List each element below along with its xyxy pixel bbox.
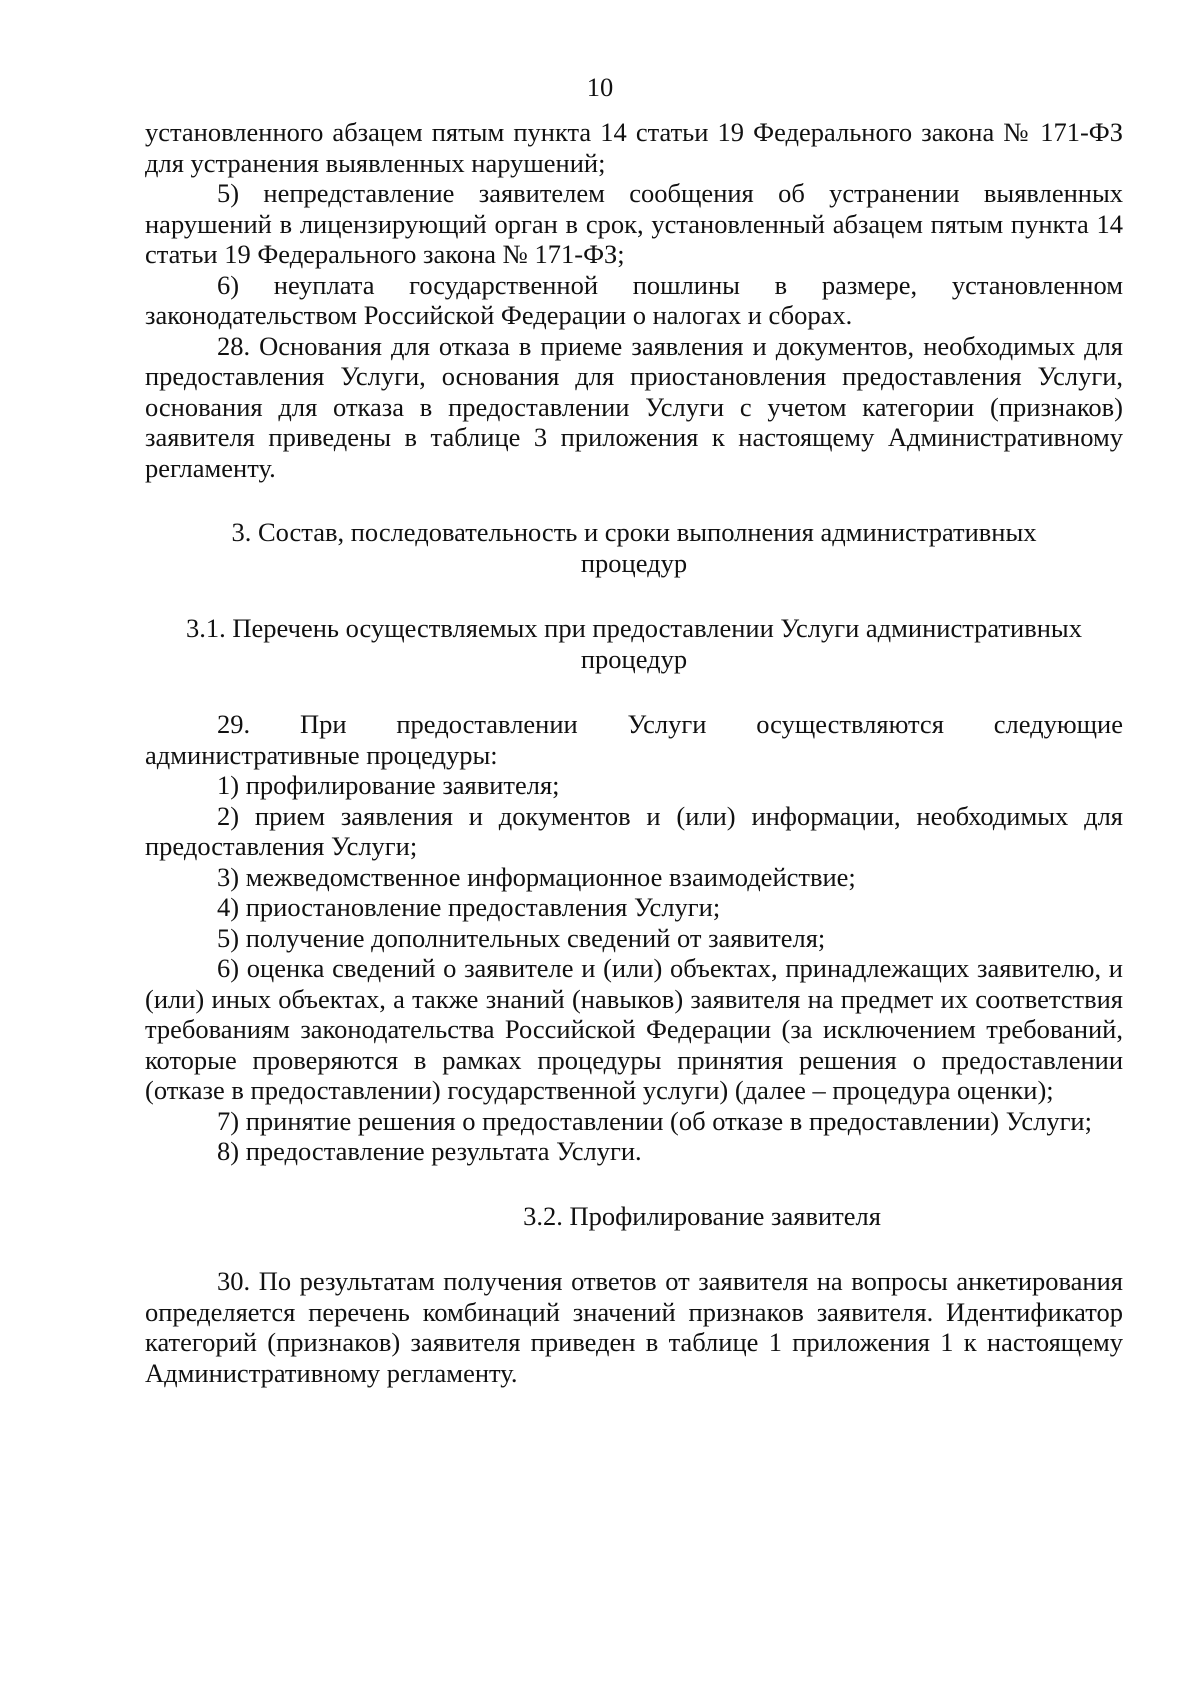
paragraph-30: 30. По результатам получения ответов от заявителя на вопросы анкетирования определяется перечень комбинаций значений признаков заявителя. Идентификатор категорий (признаков) заявителя приведен в таблице 1 приложения 1 к настоящему Административному регламенту.: [145, 1266, 1123, 1388]
paragraph-continuation: установленного абзацем пятым пункта 14 статьи 19 Федерального закона № 171-ФЗ для устранения выявленных нарушений;: [145, 117, 1123, 178]
procedure-item-4: 4) приостановление предоставления Услуги;: [217, 892, 721, 922]
procedure-item-5: 5) получение дополнительных сведений от заявителя;: [217, 922, 826, 953]
section-heading-3-1: 3.1. Перечень осуществляемых при предоставлении Услуги административных процедур: [186, 613, 1082, 674]
procedure-item-2: 2) прием заявления и документов и (или) информации, необходимых для предоставления Услуги;: [145, 800, 1123, 861]
list-item-6-nonpayment: 6) неуплата государственной пошлины в размере, установленном законодательством Российской Федерации о налогах и сборах.: [145, 269, 1123, 330]
procedure-item-1: 1) профилирование заявителя;: [217, 770, 560, 800]
procedure-item-3: 3) межведомственное информационное взаимодействие;: [217, 861, 856, 892]
page-number: 10: [586, 72, 614, 102]
paragraph-28: 28. Основания для отказа в приеме заявления и документов, необходимых для предоставления Услуги, основания для приостановления предоставления Услуги, основания для отказа в предоставлении Услуги с учетом категории (признаков) заявителя приведены в таблице 3 приложения к настоящему Административному регламенту.: [145, 330, 1123, 483]
procedure-item-8: 8) предоставление результата Услуги.: [217, 1136, 642, 1166]
section-heading-3-2: 3.2. Профилирование заявителя: [523, 1200, 881, 1231]
list-item-5-nonsubmission: 5) непредставление заявителем сообщения об устранении выявленных нарушений в лицензирующий орган в срок, установленный абзацем пятым пункта 14 статьи 19 Федерального закона № 171-ФЗ;: [145, 178, 1123, 269]
document-body: [145, 117, 1123, 1388]
procedure-item-7: 7) принятие решения о предоставлении (об отказе в предоставлении) Услуги;: [217, 1105, 1092, 1136]
procedure-item-6: 6) оценка сведений о заявителе и (или) объектах, принадлежащих заявителю, и (или) иных объектах, а также знаний (навыков) заявителя на предмет их соответствия требованиям законодательства Российской Федерации (за исключением требований, которые проверяются в рамках процедуры принятия решения о предоставлении (отказе в предоставлении) государственной услуги) (далее – процедура оценки);: [145, 953, 1123, 1105]
section-heading-3: 3. Состав, последовательность и сроки выполнения административных процедур: [231, 517, 1037, 578]
paragraph-29: 29. При предоставлении Услуги осуществляются следующие административные процедуры:: [145, 709, 1123, 770]
